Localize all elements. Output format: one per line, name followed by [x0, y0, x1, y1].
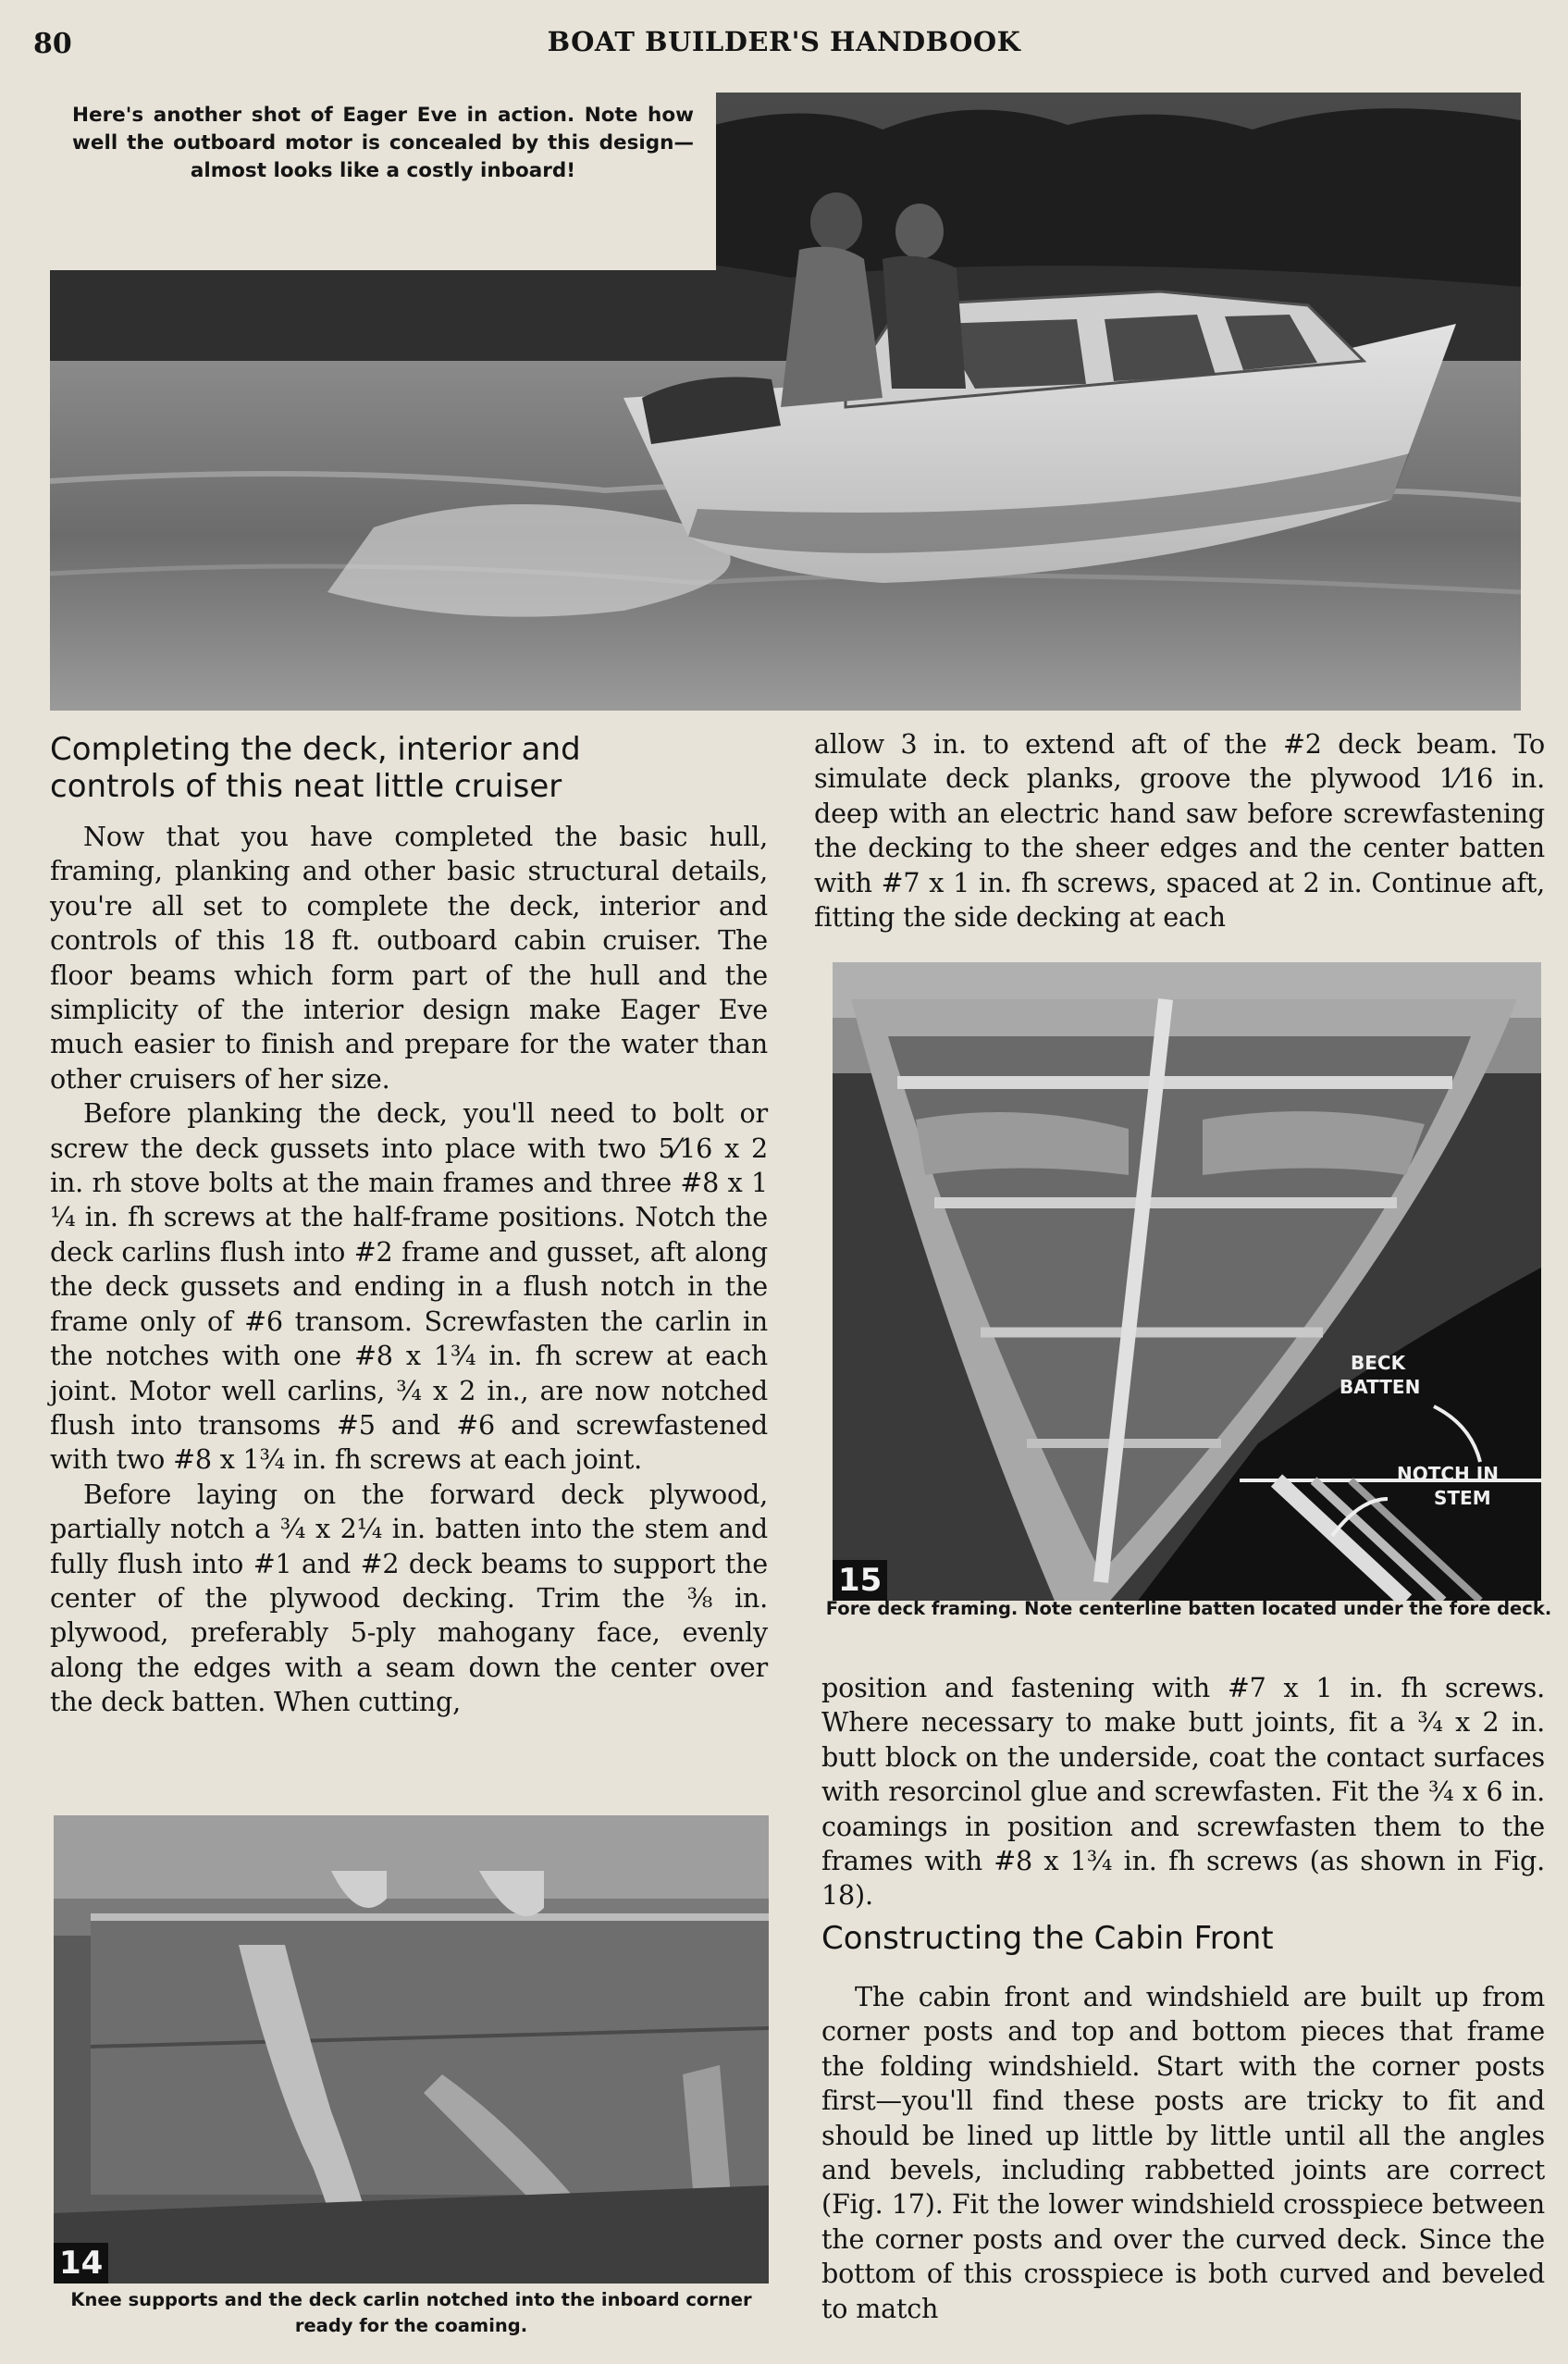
running-title: BOAT BUILDER'S HANDBOOK [547, 26, 1021, 57]
paragraph: Before laying on the forward deck plywood, partially notch a ¾ x 2¼ in. batten into the stem and fully flush into #1 and #2 deck beams to support the center of the plywood decking. Trim the ⅜ in. plywood, preferably 5-ply mahogany face, evenly along the edges with a seam down the center over the deck batten. When cutting, [50, 1478, 768, 1718]
fig14-caption: Knee supports and the deck carlin notched into the inboard corner ready for the coaming. [70, 2289, 752, 2336]
top-photo-caption-box [50, 93, 716, 270]
section-heading-deck [50, 731, 753, 805]
fig15-label-deck-batten-1: BECK [1351, 1352, 1406, 1374]
paragraph: position and fastening with #7 x 1 in. fh screws. Where necessary to make butt joints, fit a ¾ x 2 in. butt block on the underside, coat the contact surfaces with resorcinol glue and screwfasten. Fit the ¾ x 6 in. coamings in position and screwfasten them to the frames with #8 x 1¾ in. fh screws (as shown in Fig. 18). [821, 1672, 1545, 1912]
fig15-caption: Fore deck framing. Note centerline batten located under the fore deck. [825, 1598, 1552, 1619]
fig14-number-badge: 14 [54, 2243, 108, 2284]
section-heading-cabin-front: Constructing the Cabin Front [821, 1920, 1274, 1957]
paragraph: allow 3 in. to extend aft of the #2 deck beam. To simulate deck planks, groove the plywood 1⁄16 in. deep with an electric hand saw before screwfastening the decking to the sheer edges and the center batten with #7 x 1 in. fh screws, spaced at 2 in. Continue aft, fitting the side decking at each [814, 728, 1545, 934]
column-right-bottom-text [821, 1980, 1545, 2326]
fig15-photo [833, 962, 1541, 1601]
fig14-photo [54, 1815, 769, 2284]
paragraph: Before planking the deck, you'll need to bolt or screw the deck gussets into place with two 5⁄16 x 2 in. rh stove bolts at the main frames and three #8 x 1 ¼ in. fh screws at the half-frame positions. Notch the deck carlins flush into #2 frame and gusset, aft along the deck gussets and ending in a flush notch in the frame only of #6 transom. Screwfasten the carlin in the notches with one #8 x 1¾ in. fh screw at each joint. Motor well carlins, ¾ x 2 in., are now notched flush into transoms #5 and #6 and screwfastened with two #8 x 1¾ in. fh screws at each joint. [50, 1097, 768, 1476]
paragraph: Now that you have completed the basic hull, framing, planking and other basic structural details, you're all set to complete the deck, interior and controls of this 18 ft. outboard cabin cruiser. The floor beams which form part of the hull and the simplicity of the interior design make Eager Eve much easier to finish and prepare for the water than other cruisers of her size. [50, 821, 768, 1095]
fig15-number-badge: 15 [833, 1560, 887, 1601]
heading-line-1: Completing the deck, interior and [50, 731, 581, 768]
page-number: 80 [33, 28, 72, 60]
column-left-text [50, 820, 768, 1720]
fig15-label-notch-1: NOTCH IN [1397, 1463, 1499, 1485]
fig15-label-notch-2: STEM [1434, 1487, 1491, 1509]
top-photo-caption: Here's another shot of Eager Eve in action. Note how well the outboard motor is concealed by this design—almost looks like a costly inboard! [72, 104, 694, 182]
fig15-label-deck-batten-2: BATTEN [1340, 1376, 1421, 1398]
paragraph: The cabin front and windshield are built up from corner posts and top and bottom pieces that frame the folding windshield. Start with the corner posts first—you'll find these posts are tricky to fit and should be lined up little by little until all the angles and bevels, including rabbetted joints are correct (Fig. 17). Fit the lower windshield crosspiece between the corner posts and over the curved deck. Since the bottom of this crosspiece is both curved and beveled to match [821, 1981, 1545, 2324]
column-right-middle-text [821, 1671, 1545, 1913]
column-right-top-text [814, 727, 1545, 934]
heading-line-2: controls of this neat little cruiser [50, 768, 562, 805]
